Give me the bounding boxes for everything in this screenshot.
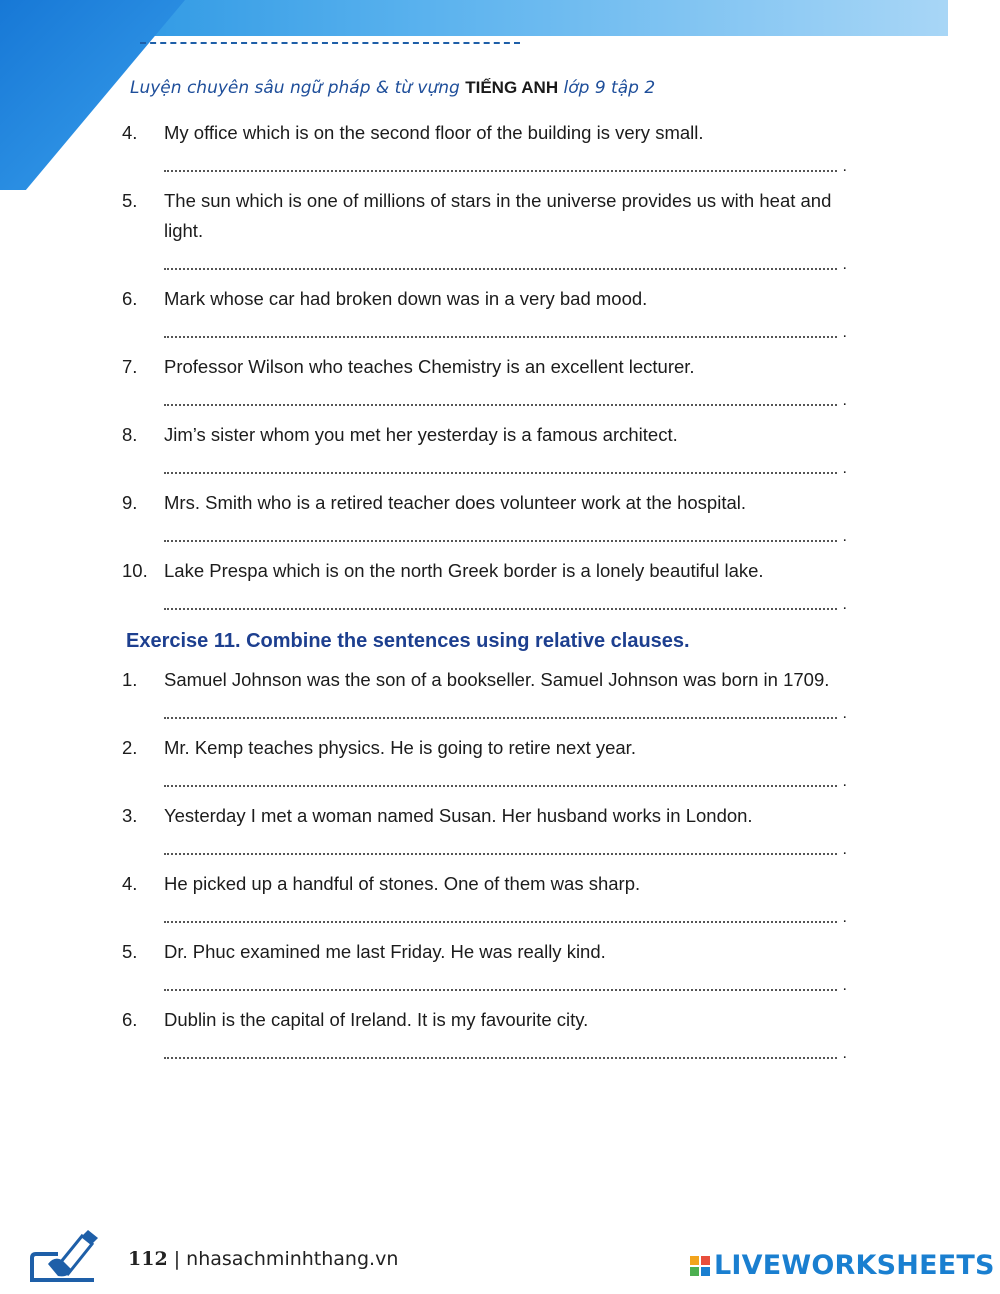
item-text: Yesterday I met a woman named Susan. Her husband works in London. — [164, 805, 753, 826]
answer-line[interactable] — [164, 1035, 837, 1059]
item-number: 8. — [122, 424, 138, 445]
item-text: Mrs. Smith who is a retired teacher does volunteer work at the hospital. — [164, 492, 746, 513]
header-dashed-line — [140, 42, 520, 44]
answer-line[interactable] — [164, 148, 837, 172]
writing-hand-icon — [28, 1228, 108, 1286]
item-text: Dr. Phuc examined me last Friday. He was really kind. — [164, 941, 606, 962]
exercise-item — [122, 118, 867, 172]
item-text: Samuel Johnson was the son of a bookseller. Samuel Johnson was born in 1709. — [164, 669, 830, 690]
item-number: 6. — [122, 288, 138, 309]
item-text: He picked up a handful of stones. One of them was sharp. — [164, 873, 641, 894]
exercise-item — [122, 186, 867, 270]
liveworksheets-brand: LIVEWORKSHEETS — [714, 1250, 995, 1281]
item-number: 4. — [122, 873, 138, 894]
answer-line[interactable] — [164, 518, 837, 542]
item-number: 10. — [122, 560, 148, 581]
item-text: Dublin is the capital of Ireland. It is my favourite city. — [164, 1009, 589, 1030]
item-number: 1. — [122, 669, 138, 690]
exercise-item — [122, 733, 867, 787]
item-number: 4. — [122, 122, 138, 143]
answer-line[interactable] — [164, 899, 837, 923]
exercise-item — [122, 869, 867, 923]
exercise-11-title: Exercise 11. Combine the sentences using relative clauses. — [126, 630, 690, 652]
answer-line[interactable] — [164, 450, 837, 474]
answer-line[interactable] — [164, 314, 837, 338]
item-number: 9. — [122, 492, 138, 513]
footer-separator: | — [173, 1248, 181, 1270]
item-number: 6. — [122, 1009, 138, 1030]
exercise-item — [122, 284, 867, 338]
exercise-item — [122, 937, 867, 991]
exercise-item — [122, 420, 867, 474]
item-number: 5. — [122, 941, 138, 962]
item-text: My office which is on the second floor of the building is very small. — [164, 122, 704, 143]
item-number: 3. — [122, 805, 138, 826]
item-number: 7. — [122, 356, 138, 377]
answer-line[interactable] — [164, 382, 837, 406]
answer-line[interactable] — [164, 967, 837, 991]
item-text: Mark whose car had broken down was in a very bad mood. — [164, 288, 648, 309]
item-text: Mr. Kemp teaches physics. He is going to retire next year. — [164, 737, 636, 758]
answer-line[interactable] — [164, 831, 837, 855]
page-footer — [128, 1248, 398, 1270]
exercise-item — [122, 556, 867, 610]
answer-line[interactable] — [164, 763, 837, 787]
answer-line[interactable] — [164, 246, 837, 270]
exercise-item — [122, 352, 867, 406]
liveworksheets-grid-icon — [690, 1256, 710, 1276]
item-text: Professor Wilson who teaches Chemistry is an excellent lecturer. — [164, 356, 695, 377]
exercise-item — [122, 801, 867, 855]
liveworksheets-logo — [690, 1250, 995, 1281]
answer-line[interactable] — [164, 695, 837, 719]
header-suffix: lớp 9 tập 2 — [563, 78, 656, 98]
page-number: 112 — [128, 1248, 168, 1270]
book-header — [130, 78, 655, 98]
item-number: 2. — [122, 737, 138, 758]
item-text: Jim’s sister whom you met her yesterday is a famous architect. — [164, 424, 678, 445]
worksheet-content — [122, 118, 867, 1073]
answer-line[interactable] — [164, 586, 837, 610]
header-prefix: Luyện chuyên sâu ngữ pháp & từ vựng — [130, 78, 460, 98]
item-text: Lake Prespa which is on the north Greek border is a lonely beautiful lake. — [164, 560, 764, 581]
item-number: 5. — [122, 190, 138, 211]
exercise-item — [122, 665, 867, 719]
exercise-item — [122, 1005, 867, 1059]
footer-website: nhasachminhthang.vn — [186, 1248, 399, 1270]
exercise-item — [122, 488, 867, 542]
header-subject: TIẾNG ANH — [465, 78, 559, 97]
item-text: The sun which is one of millions of stars in the universe provides us with heat and light. — [164, 190, 832, 241]
